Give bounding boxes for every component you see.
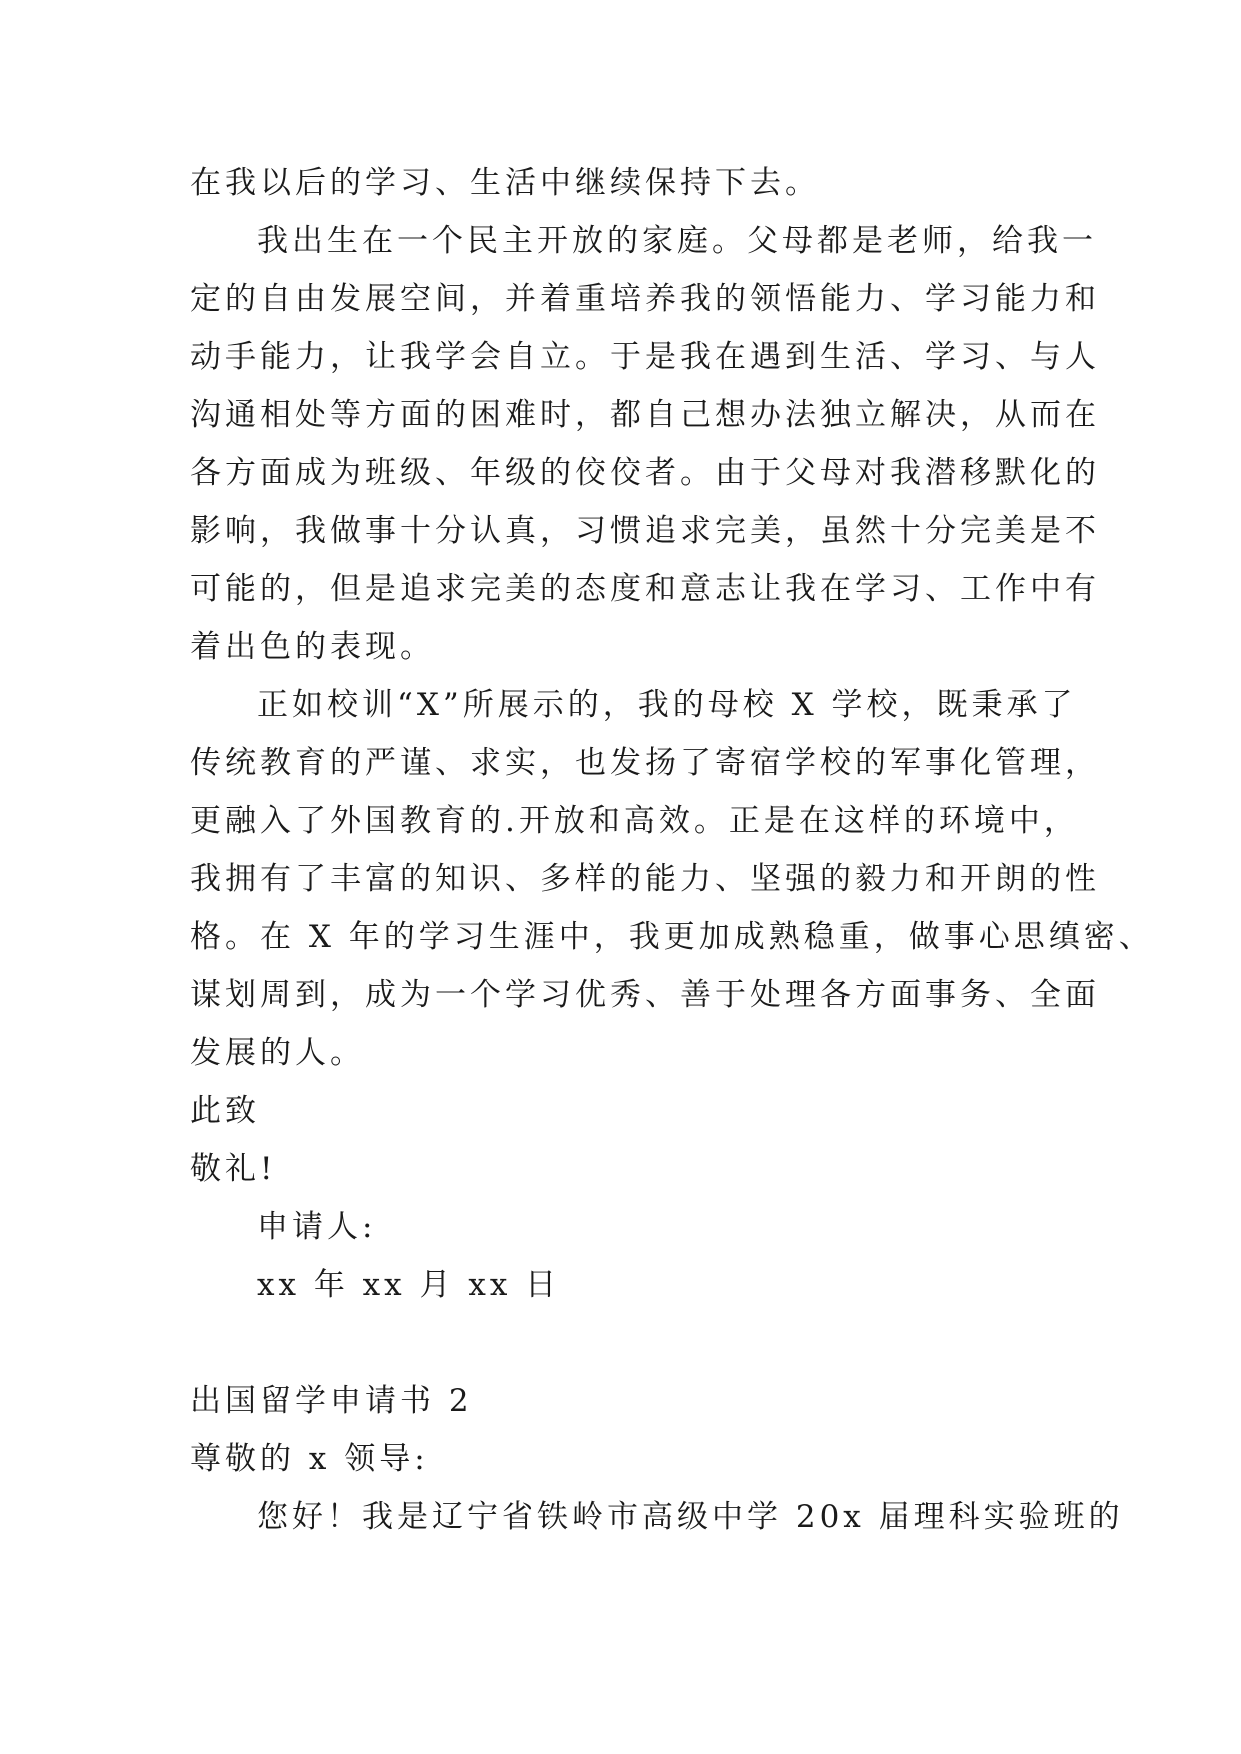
text-line: 可能的，但是追求完美的态度和意志让我在学习、工作中有 — [190, 571, 1100, 607]
text-line: 动手能力，让我学会自立。于是我在遇到生活、学习、与人 — [190, 339, 1100, 375]
date-line: xx 年 xx 月 xx 日 — [257, 1267, 561, 1303]
closing-line: 此致 — [190, 1093, 260, 1129]
text-line: 各方面成为班级、年级的佼佼者。由于父母对我潜移默化的 — [190, 455, 1100, 491]
text-line: 正如校训“X”所展示的，我的母校 X 学校，既秉承了 — [257, 687, 1077, 723]
text-line: 我拥有了丰富的知识、多样的能力、坚强的毅力和开朗的性 — [190, 861, 1100, 897]
text-line: 您好！我是辽宁省铁岭市高级中学 20x 届理科实验班的 — [257, 1499, 1124, 1535]
greeting-line: 尊敬的 x 领导: — [190, 1441, 429, 1477]
text-line: 谋划周到，成为一个学习优秀、善于处理各方面事务、全面 — [190, 977, 1100, 1013]
text-line: 传统教育的严谨、求实，也发扬了寄宿学校的军事化管理， — [190, 745, 1100, 781]
applicant-label: 申请人: — [257, 1209, 377, 1245]
salutation-line: 敬礼! — [190, 1151, 277, 1187]
text-line: 沟通相处等方面的困难时，都自己想办法独立解决，从而在 — [190, 397, 1100, 433]
text-line: 着出色的表现。 — [190, 629, 435, 665]
text-line: 影响，我做事十分认真，习惯追求完美，虽然十分完美是不 — [190, 513, 1100, 549]
section-title: 出国留学申请书 2 — [190, 1383, 473, 1419]
text-line: 定的自由发展空间，并着重培养我的领悟能力、学习能力和 — [190, 281, 1100, 317]
text-line: 在我以后的学习、生活中继续保持下去。 — [190, 165, 820, 201]
text-line: 格。在 X 年的学习生涯中，我更加成熟稳重，做事心思缜密、 — [190, 919, 1154, 955]
text-line: 发展的人。 — [190, 1035, 365, 1071]
text-line: 我出生在一个民主开放的家庭。父母都是老师，给我一 — [257, 223, 1097, 259]
text-line: 更融入了外国教育的.开放和高效。正是在这样的环境中， — [190, 803, 1079, 839]
